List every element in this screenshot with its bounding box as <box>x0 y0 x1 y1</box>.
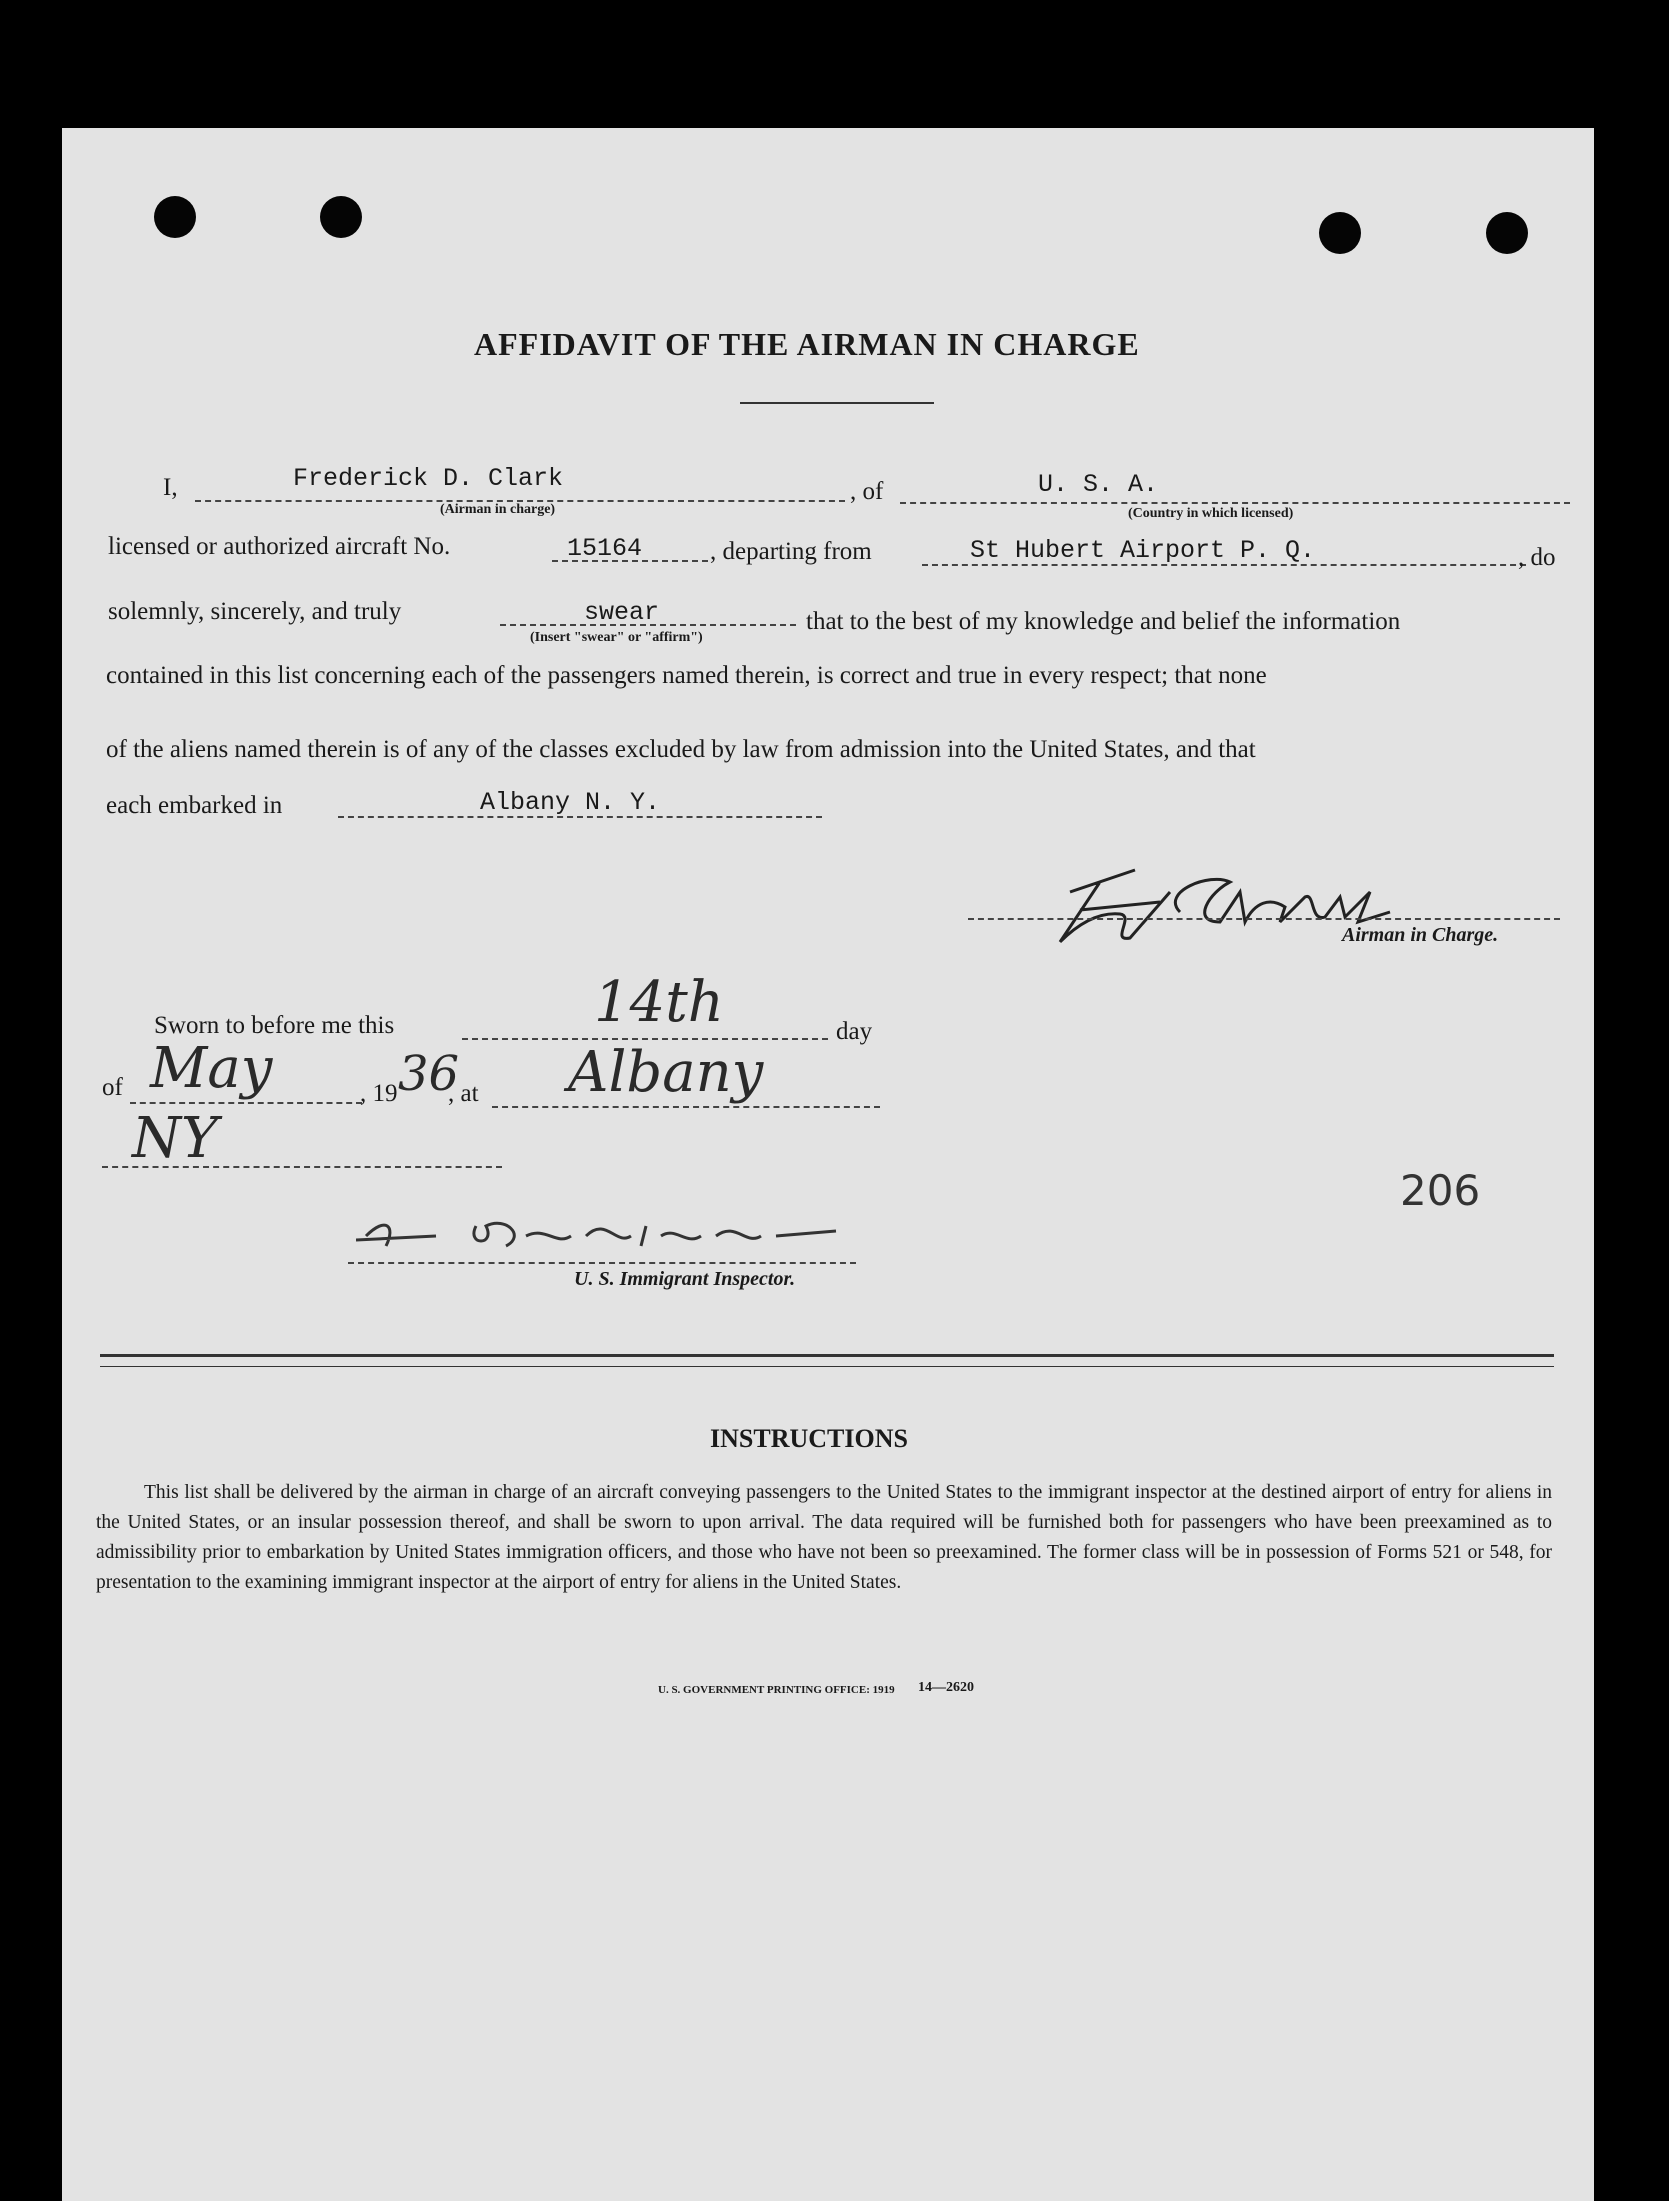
country: U. S. A. <box>1038 470 1159 499</box>
sworn-label-19: , 19 <box>360 1080 398 1107</box>
line2-label-a: licensed or authorized aircraft No. <box>108 533 451 560</box>
oath-word: swear <box>584 598 660 627</box>
sworn-extra-line <box>102 1166 502 1168</box>
sworn-label-at: , at <box>448 1080 479 1107</box>
line6-label: each embarked in <box>106 792 283 819</box>
line3-label-b: that to the best of my knowledge and belief the information <box>806 608 1401 635</box>
inspector-signature-line <box>348 1262 856 1264</box>
sworn-day: 14th <box>594 970 724 1035</box>
section-divider-bottom <box>100 1366 1554 1367</box>
sworn-place-state: NY <box>132 1106 218 1171</box>
sworn-month-line <box>130 1102 362 1104</box>
sworn-label-day: day <box>836 1018 873 1045</box>
embarked-place: Albany N. Y. <box>480 788 661 817</box>
inspector-signature <box>356 1206 856 1266</box>
stamp-number: 206 <box>1400 1166 1481 1215</box>
sworn-place-line <box>492 1106 880 1108</box>
printer-imprint: U. S. GOVERNMENT PRINTING OFFICE: 1919 <box>658 1684 895 1696</box>
sworn-label-of: of <box>102 1074 123 1101</box>
statement-line-4: contained in this list concerning each of the passengers named therein, is correct and true in every respect; that none <box>106 662 1267 689</box>
instructions-heading: INSTRUCTIONS <box>710 1424 908 1453</box>
punch-hole <box>154 196 196 238</box>
departure-place: St Hubert Airport P. Q. <box>970 536 1316 565</box>
country-caption: (Country in which licensed) <box>1128 506 1294 521</box>
punch-hole <box>1319 212 1361 254</box>
oath-caption: (Insert "swear" or "affirm") <box>530 630 703 645</box>
inspector-caption: U. S. Immigrant Inspector. <box>574 1268 796 1290</box>
of-label: , of <box>850 478 884 505</box>
aircraft-number: 15164 <box>567 534 643 563</box>
airman-caption: (Airman in charge) <box>440 502 556 517</box>
form-number: 14—2620 <box>918 1680 974 1695</box>
punch-hole <box>1486 212 1528 254</box>
airman-signature-caption: Airman in Charge. <box>1342 924 1499 946</box>
punch-hole <box>320 196 362 238</box>
section-divider-top <box>100 1354 1554 1357</box>
line2-label-b: , departing from <box>710 538 872 565</box>
title-underline <box>740 402 934 404</box>
line3-label-a: solemnly, sincerely, and truly <box>108 598 402 625</box>
line2-label-c: , do <box>1518 544 1556 571</box>
page-title: AFFIDAVIT OF THE AIRMAN IN CHARGE <box>474 326 1140 362</box>
sworn-month: May <box>150 1036 273 1101</box>
sworn-place: Albany <box>568 1040 764 1105</box>
instructions-text: This list shall be delivered by the airman in charge of an aircraft conveying passengers to the United States to the immigrant inspector at the destined airport of entry for aliens in the United States, or an insular possession thereof, and shall be sworn to upon arrival. The data required will be furnished both for passengers who have been preexamined as to admissibility prior to embarkation by United States immigration officers, and those who have not been so preexamined. The former class will be in possession of Forms 521 or 548, for presentation to the examining immigrant inspector at the airport of entry for aliens in the United States. <box>96 1482 1552 1593</box>
country-line <box>900 502 1570 504</box>
sworn-year: 36 <box>398 1046 460 1102</box>
airman-signature-line <box>968 918 1560 920</box>
prefix-i: I, <box>163 474 178 501</box>
statement-line-5: of the aliens named therein is of any of the classes excluded by law from admission into the United States, and that <box>106 736 1256 763</box>
document-page <box>62 128 1594 2201</box>
airman-name: Frederick D. Clark <box>293 464 564 493</box>
sworn-label-a: Sworn to before me this <box>154 1012 395 1039</box>
